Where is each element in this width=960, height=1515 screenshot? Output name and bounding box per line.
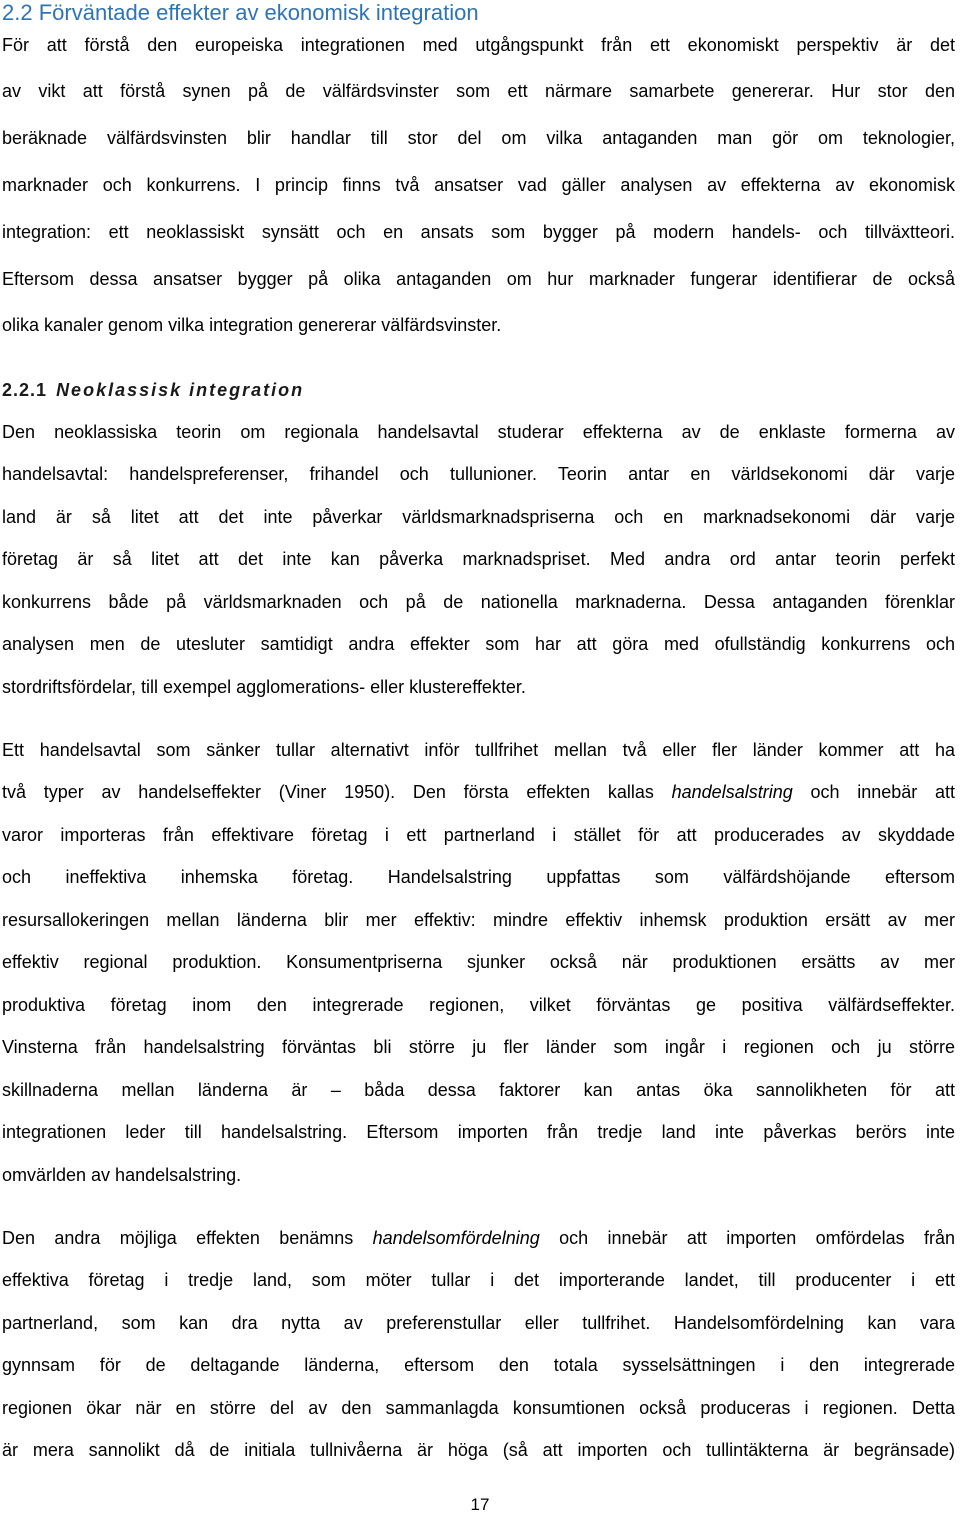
paragraph-line: konkurrens både på världsmarknaden och på de nationella marknaderna. Dessa antaganden förenklar <box>2 591 955 612</box>
paragraph-line: olika kanaler genom vilka integration genererar välfärdsvinster. <box>2 315 502 336</box>
paragraph-line: beräknade välfärdsvinsten blir handlar till stor del om vilka antaganden man gör om teknologier, <box>2 128 955 149</box>
paragraph-intro <box>2 22 955 350</box>
paragraph-line: av vikt att förstå synen på de välfärdsvinster som ett närmare samarbete genererar. Hur stor den <box>2 81 955 102</box>
paragraph-line: marknader och konkurrens. I princip finns två ansatser vad gäller analysen av effekterna av ekonomisk <box>2 174 955 195</box>
italic-term: handelsomfördelning <box>372 1227 540 1248</box>
paragraph-line: integration: ett neoklassiskt synsätt och en ansats som bygger på modern handels- och tillväxtteori. <box>2 221 955 242</box>
paragraph-line: Den neoklassiska teorin om regionala handelsavtal studerar effekterna av de enklaste formerna av <box>2 421 955 442</box>
paragraph-line: produktiva företag inom den integrerade regionen, vilket förväntas ge positiva välfärdseffekter. <box>2 994 955 1015</box>
italic-term: handelsalstring <box>671 782 793 803</box>
paragraph-line: partnerland, som kan dra nytta av preferenstullar eller tullfrihet. Handelsomfördelning kan vara <box>2 1312 955 1333</box>
paragraph-line: skillnaderna mellan länderna är – båda dessa faktorer kan antas öka sannolikheten för att <box>2 1079 955 1100</box>
paragraph-line: är mera sannolikt då de initiala tullnivåerna är höga (så att importen och tullintäkterna är begränsade) <box>2 1440 955 1461</box>
paragraph-line: För att förstå den europeiska integrationen med utgångspunkt från ett ekonomiskt perspektiv är det <box>2 34 955 55</box>
subsection-heading <box>2 369 304 411</box>
paragraph-line: handelsavtal: handelspreferenser, frihandel och tullunioner. Teorin antar en världsekonomi där varje <box>2 464 955 485</box>
paragraph-line: omvärlden av handelsalstring. <box>2 1164 242 1185</box>
subsection-title: Neoklassisk integration <box>56 380 305 400</box>
paragraph-trade-diversion <box>2 1217 955 1472</box>
paragraph-line: varor importeras från effektivare företag i ett partnerland i stället för att producerades av skyddade <box>2 824 955 845</box>
paragraph-line: Eftersom dessa ansatser bygger på olika antaganden om hur marknader fungerar identifierar de också <box>2 268 955 289</box>
paragraph-line: stordriftsfördelar, till exempel agglomerations- eller klustereffekter. <box>2 676 526 697</box>
paragraph-line: Ett handelsavtal som sänker tullar alternativt inför tullfrihet mellan två eller fler länder kommer att ha <box>2 739 955 760</box>
paragraph-line: gynnsam för de deltagande länderna, eftersom den totala sysselsättningen i den integrerade <box>2 1355 955 1376</box>
paragraph-neoclassical-theory <box>2 411 955 709</box>
text-segment: och innebär att importen omfördelas från <box>539 1227 955 1248</box>
subsection-number: 2.2.1 <box>2 380 48 400</box>
paragraph-line: land är så litet att det inte påverkar världsmarknadspriserna och en marknadsekonomi där varje <box>2 506 955 527</box>
paragraph-line: resursallokeringen mellan länderna blir mer effektiv: mindre effektiv inhemsk produktion ersätt av mer <box>2 909 955 930</box>
paragraph-line: och ineffektiva inhemska företag. Handelsalstring uppfattas som välfärdshöjande eftersom <box>2 867 955 888</box>
text-segment: Den andra möjliga effekten benämns <box>2 1227 373 1248</box>
text-segment: och innebär att <box>792 782 955 803</box>
paragraph-line: regionen ökar när en större del av den sammanlagda konsumtionen också produceras i regionen. Detta <box>2 1397 955 1418</box>
paragraph-line: integrationen leder till handelsalstring. Eftersom importen från tredje land inte påverkas berörs inte <box>2 1122 955 1143</box>
paragraph-line: effektiva företag i tredje land, som möter tullar i det importerande landet, till producenter i ett <box>2 1270 955 1291</box>
paragraph-line: företag är så litet att det inte kan påverka marknadspriset. Med andra ord antar teorin perfekt <box>2 549 955 570</box>
paragraph-line: effektiv regional produktion. Konsumentpriserna sjunker också när produktionen ersätts av mer <box>2 952 955 973</box>
paragraph-line <box>2 1217 955 1260</box>
paragraph-line: analysen men de utesluter samtidigt andra effekter som har att göra med ofullständig konkurrens och <box>2 634 955 655</box>
section-title: Förväntade effekter av ekonomisk integration <box>38 0 479 25</box>
paragraph-trade-creation <box>2 729 955 1197</box>
paragraph-line: Vinsterna från handelsalstring förväntas bli större ju fler länder som ingår i regionen och ju större <box>2 1037 955 1058</box>
paragraph-line <box>2 771 955 814</box>
section-number: 2.2 <box>2 0 33 25</box>
page-number: 17 <box>470 1495 490 1514</box>
text-segment: två typer av handelseffekter (Viner 1950). Den första effekten kallas <box>2 782 672 803</box>
